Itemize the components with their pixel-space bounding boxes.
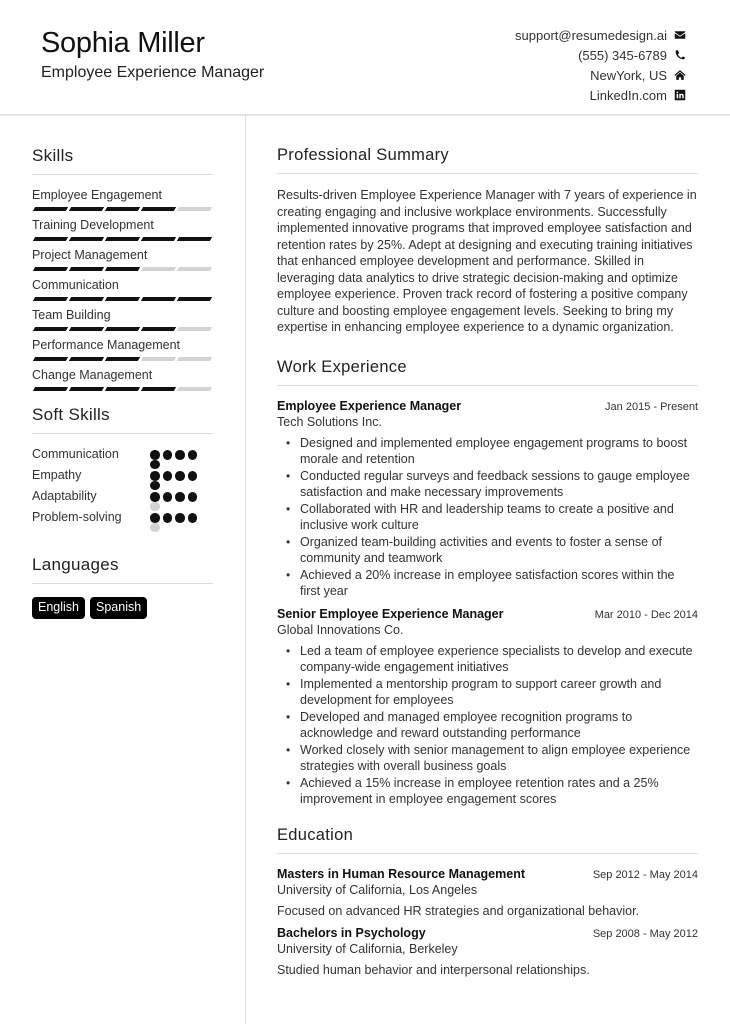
job-bullet: • Achieved a 15% increase in employee retention rates and a 25% improvement in employee engagement scores (300, 775, 698, 808)
skill-level-bar (32, 297, 213, 301)
skill-level-segment (105, 207, 140, 211)
skill-level-segment (33, 267, 68, 271)
skill-item (32, 188, 213, 218)
main-content (277, 146, 698, 978)
contact-linkedin[interactable] (515, 85, 686, 105)
candidate-name: Sophia Miller (41, 27, 205, 59)
soft-skills-list (32, 447, 213, 541)
skill-level-segment (33, 357, 68, 361)
job-role: Senior Employee Experience Manager (277, 606, 504, 621)
skill-level-segment (69, 327, 104, 331)
skill-item (32, 248, 213, 278)
education-school: University of California, Los Angeles (277, 882, 478, 897)
job-bullet: • Led a team of employee experience specialists to develop and execute company-wide engagement initiatives (300, 643, 698, 676)
education-dates: Sep 2012 - May 2014 (592, 868, 698, 881)
skill-level-segment (105, 297, 140, 301)
education-heading: Education (277, 826, 698, 854)
contact-list (515, 25, 686, 105)
rating-dot (150, 450, 160, 460)
education-header (277, 925, 698, 941)
contact-email[interactable] (515, 25, 686, 45)
contact-location (515, 65, 686, 85)
job-bullet: • Collaborated with HR and leadership teams to create a positive and inclusive work culture (300, 501, 698, 534)
skill-item (32, 338, 213, 368)
linkedin-icon (674, 89, 686, 101)
envelope-icon (674, 29, 686, 41)
skill-level-bar (32, 267, 213, 271)
languages-heading: Languages (32, 555, 213, 584)
spacer (32, 531, 213, 541)
skill-level-segment (69, 297, 104, 301)
job-bullet: • Achieved a 20% increase in employee satisfaction scores within the first year (300, 567, 698, 600)
skill-item (32, 218, 213, 248)
language-chip: English (32, 597, 85, 619)
job-entry (277, 606, 698, 808)
work-experience-heading: Work Experience (277, 358, 698, 386)
education-school: University of California, Berkeley (277, 941, 458, 956)
job-bullets (277, 643, 698, 808)
job-dates: Jan 2015 - Present (605, 400, 698, 413)
job-bullet: • Organized team-building activities and events to foster a sense of community and teamwork (300, 534, 698, 567)
skills-list (32, 188, 213, 398)
jobs-list (277, 398, 698, 808)
contact-phone[interactable] (515, 45, 686, 65)
education-dates: Sep 2008 - May 2012 (592, 927, 698, 940)
soft-skill-item (32, 447, 213, 468)
language-chip: Spanish (90, 597, 147, 619)
skill-level-segment (33, 387, 68, 391)
skill-level-bar (32, 327, 213, 331)
rating-dot (163, 492, 173, 502)
job-bullet: • Implemented a mentorship program to support career growth and development for employees (300, 676, 698, 709)
job-role: Employee Experience Manager (277, 398, 462, 413)
education-description: Studied human behavior and interpersonal relationships. (277, 962, 590, 977)
rating-dot (163, 450, 173, 460)
skill-label: Team Building (32, 308, 111, 322)
contact-email-text: support@resumedesign.ai (515, 27, 667, 43)
contact-phone-text: (555) 345-6789 (578, 47, 667, 63)
rating-dot (175, 471, 185, 481)
skill-item (32, 278, 213, 308)
rating-dot (150, 523, 160, 533)
rating-dot (163, 513, 173, 523)
skill-level-segment (141, 327, 176, 331)
skill-level-segment (105, 387, 140, 391)
skill-level-segment (69, 267, 104, 271)
soft-skill-rating (150, 510, 200, 532)
soft-skill-label: Empathy (32, 468, 82, 482)
soft-skill-label: Communication (32, 447, 119, 461)
soft-skill-rating (150, 447, 200, 469)
job-company: Global Innovations Co. (277, 622, 404, 637)
skill-label: Communication (32, 278, 119, 292)
rating-dot (175, 450, 185, 460)
phone-icon (674, 49, 686, 61)
job-company: Tech Solutions Inc. (277, 414, 382, 429)
home-icon (674, 69, 686, 81)
skill-level-segment (141, 297, 176, 301)
skill-level-segment (141, 207, 176, 211)
resume-header (0, 0, 730, 116)
sidebar (32, 146, 213, 619)
job-bullet: • Worked closely with senior management to align employee experience strategies with overall business goals (300, 742, 698, 775)
skill-level-segment (141, 237, 176, 241)
job-bullet: • Designed and implemented employee engagement programs to boost morale and retention (300, 435, 698, 468)
soft-skill-item (32, 510, 213, 531)
contact-location-text: NewYork, US (590, 67, 667, 83)
skill-level-segment (105, 237, 140, 241)
summary-text: Results-driven Employee Experience Manager with 7 years of experience in creating engaging and inclusive workplace environments. Successfully implemented innovative programs that improved employee satisfaction and retention rates by 25%. Adept at designing and executing training initiatives that enhanced employee development and performance. Skilled in leveraging data analytics to drive strategic decision-making and optimize employee experience. Proven track record of fostering a positive company culture and boosting employee engagement levels. Seeking to bring my expertise in enhancing employee experience to a dynamic organization. (277, 188, 697, 334)
skill-label: Change Management (32, 368, 153, 382)
skill-level-segment (177, 237, 212, 241)
education-entry (277, 925, 698, 978)
skill-level-segment (33, 237, 68, 241)
job-bullet: • Conducted regular surveys and feedback sessions to gauge employee satisfaction and make necessary improvements (300, 468, 698, 501)
education-list (277, 866, 698, 978)
skill-level-segment (177, 327, 212, 331)
soft-skills-heading: Soft Skills (32, 405, 213, 434)
education-description: Focused on advanced HR strategies and organizational behavior. (277, 903, 640, 918)
job-entry (277, 398, 698, 600)
job-bullets (277, 435, 698, 600)
skill-level-bar (32, 357, 213, 361)
skill-level-segment (105, 357, 140, 361)
rating-dot (150, 492, 160, 502)
skill-label: Training Development (32, 218, 154, 232)
rating-dot (188, 471, 198, 481)
rating-dot (150, 471, 160, 481)
skill-level-segment (177, 297, 212, 301)
rating-dot (163, 471, 173, 481)
skill-level-segment (33, 207, 68, 211)
soft-skill-label: Problem-solving (32, 510, 122, 524)
rating-dot (150, 513, 160, 523)
skill-level-segment (33, 297, 68, 301)
skill-level-segment (105, 327, 140, 331)
skill-level-segment (69, 237, 104, 241)
soft-skill-rating (150, 468, 200, 490)
education-entry (277, 866, 698, 919)
skill-level-segment (177, 207, 212, 211)
job-header (277, 606, 698, 622)
skill-level-segment (141, 387, 176, 391)
skill-level-segment (69, 357, 104, 361)
rating-dot (188, 513, 198, 523)
skill-level-bar (32, 207, 213, 211)
education-degree: Masters in Human Resource Management (277, 866, 525, 881)
skill-level-segment (69, 207, 104, 211)
skill-level-segment (177, 357, 212, 361)
skill-level-segment (177, 387, 212, 391)
skill-level-bar (32, 387, 213, 391)
education-header (277, 866, 698, 882)
skill-level-segment (33, 327, 68, 331)
candidate-title: Employee Experience Manager (41, 64, 265, 81)
job-bullet: • Developed and managed employee recognition programs to acknowledge and reward outstanding performance (300, 709, 698, 742)
rating-dot (175, 492, 185, 502)
skill-level-segment (141, 357, 176, 361)
summary-heading: Professional Summary (277, 146, 698, 174)
rating-dot (175, 513, 185, 523)
skill-label: Performance Management (32, 338, 180, 352)
soft-skill-label: Adaptability (32, 489, 97, 503)
job-dates: Mar 2010 - Dec 2014 (594, 608, 698, 621)
skill-level-segment (69, 387, 104, 391)
soft-skill-rating (150, 489, 200, 511)
job-header (277, 398, 698, 414)
skill-item (32, 368, 213, 398)
skill-label: Project Management (32, 248, 148, 262)
skill-item (32, 308, 213, 338)
rating-dot (188, 492, 198, 502)
education-degree: Bachelors in Psychology (277, 925, 426, 940)
skill-label: Employee Engagement (32, 188, 162, 202)
skill-level-segment (105, 267, 140, 271)
column-divider (245, 116, 246, 1024)
skill-level-segment (141, 267, 176, 271)
rating-dot (188, 450, 198, 460)
soft-skill-item (32, 489, 213, 510)
skill-level-bar (32, 237, 213, 241)
contact-linkedin-text: LinkedIn.com (589, 87, 667, 103)
soft-skill-item (32, 468, 213, 489)
skills-heading: Skills (32, 146, 213, 175)
skill-level-segment (177, 267, 212, 271)
languages-list (32, 597, 213, 619)
